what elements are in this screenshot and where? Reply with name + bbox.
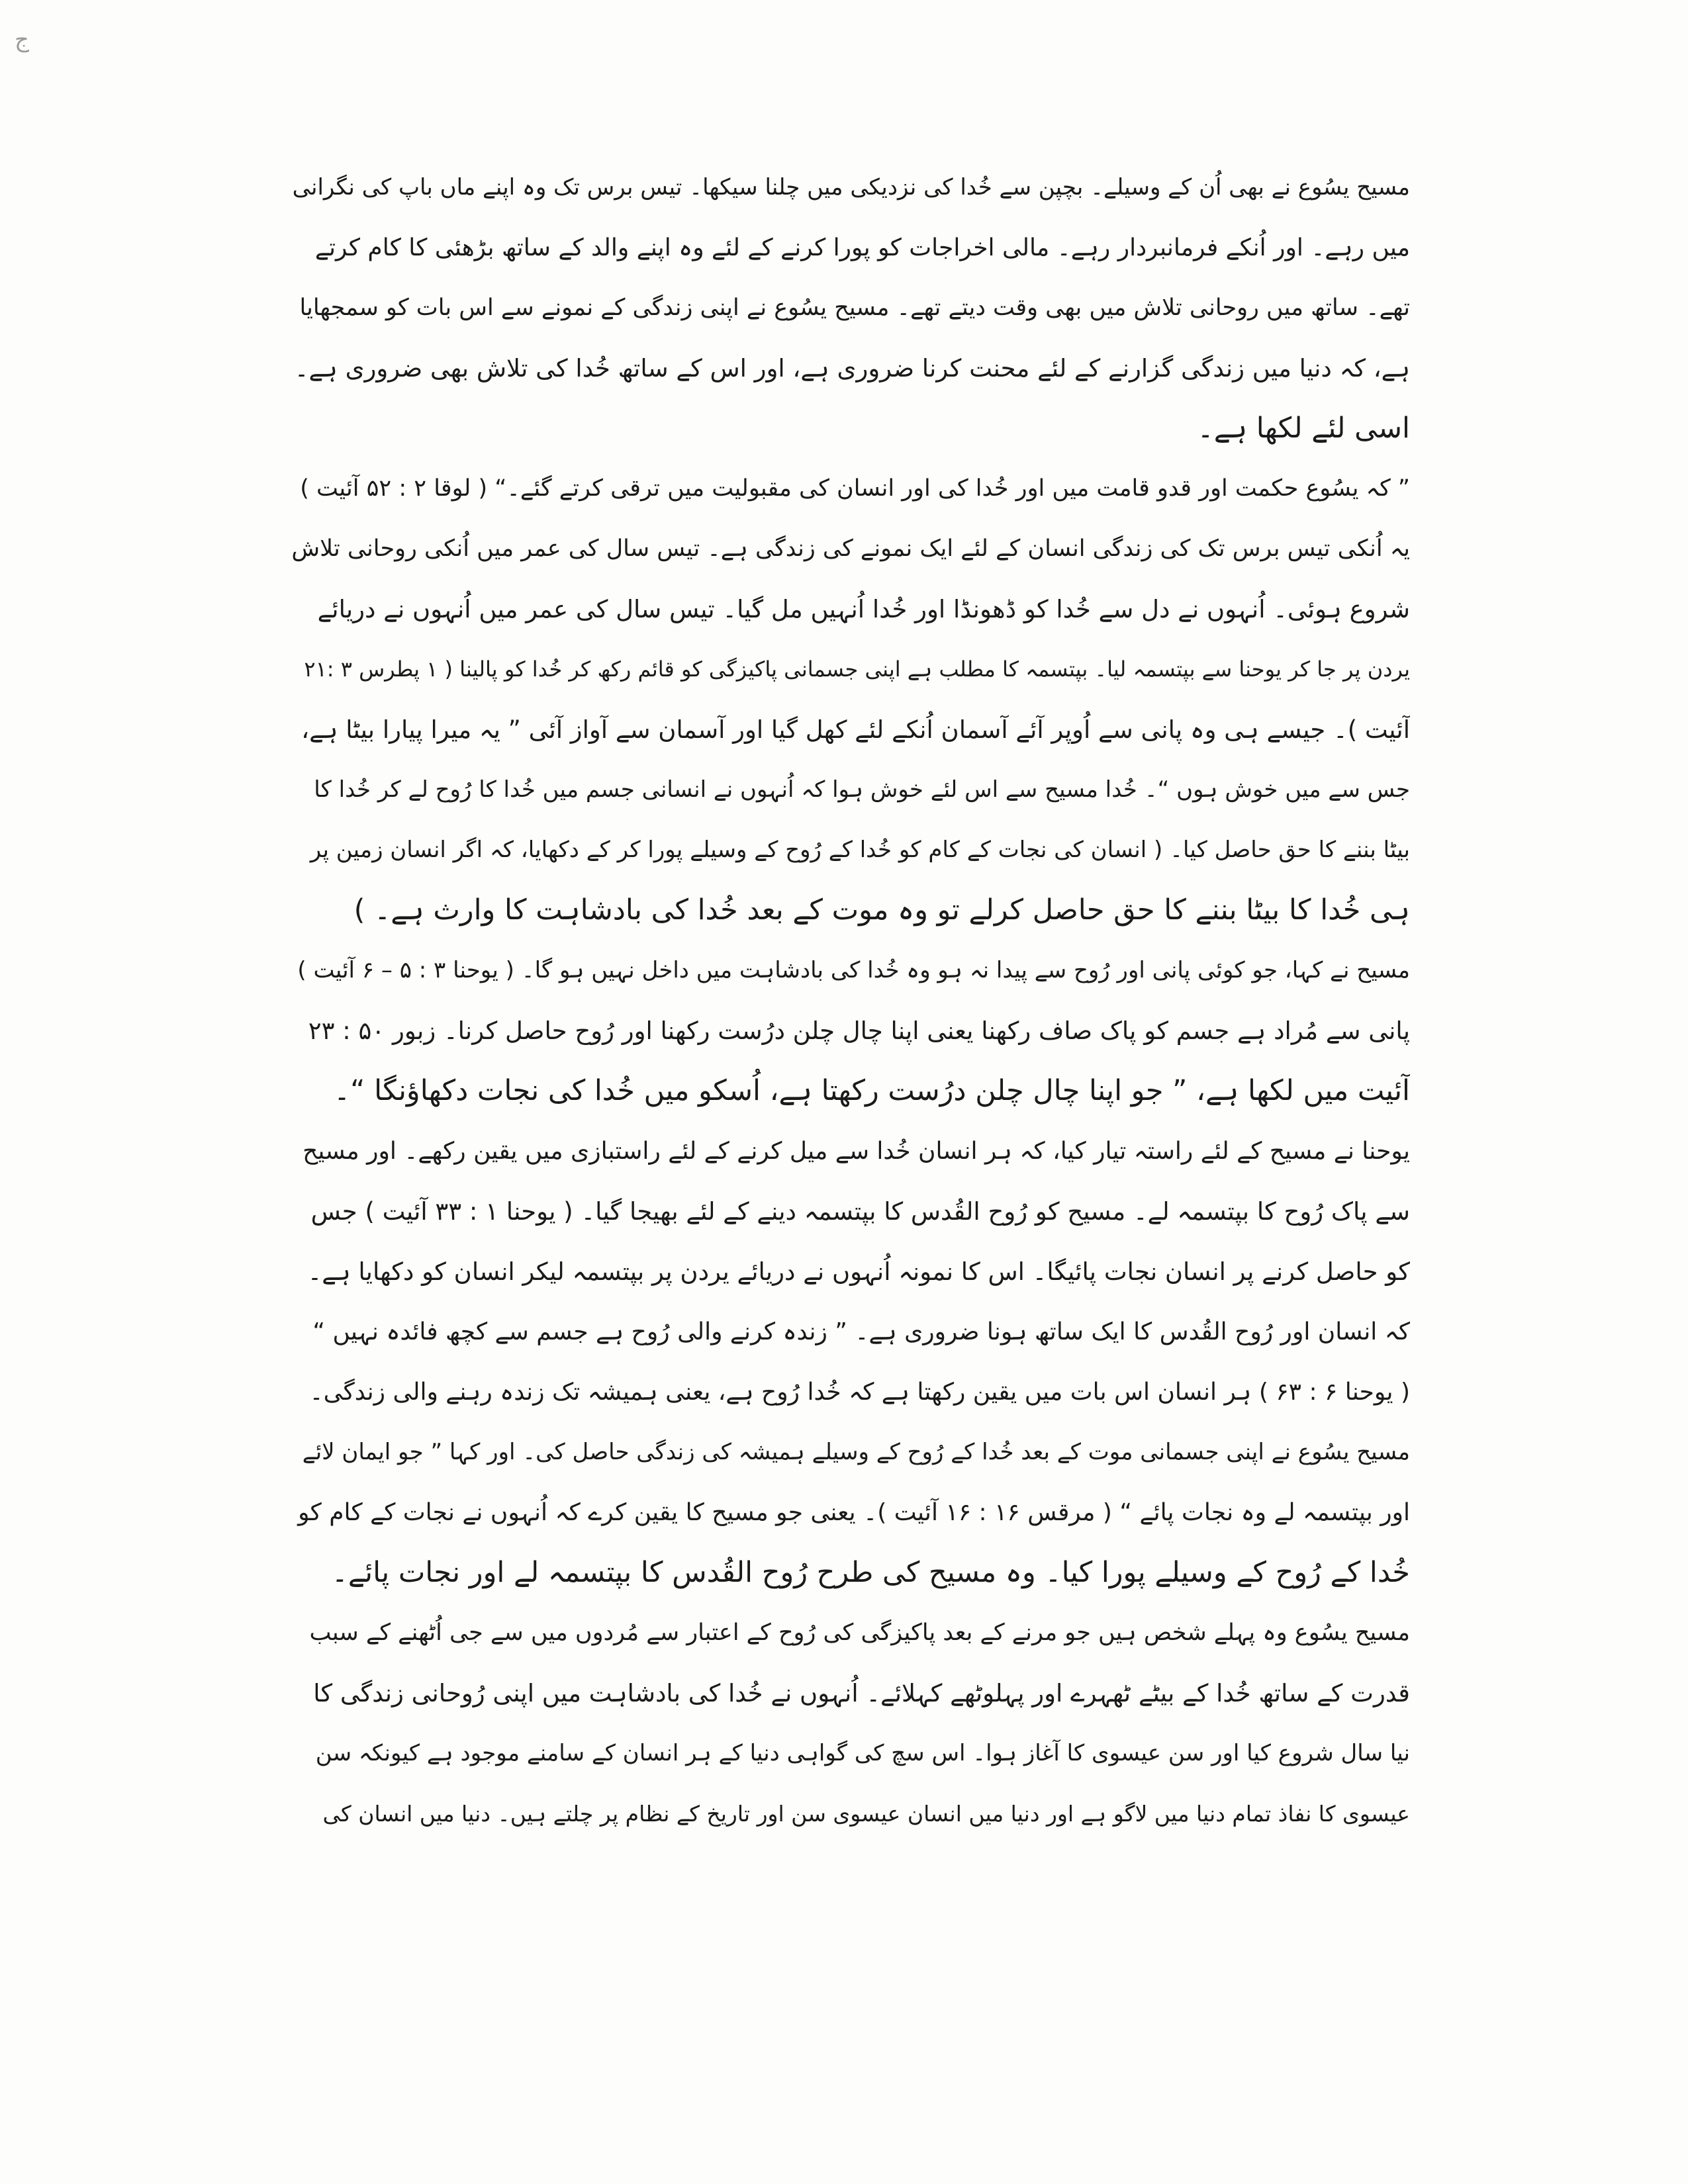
text-line: یہ اُنکی تیس برس تک کی زندگی انسان کے لئے ایک نمونے کی زندگی ہے۔ تیس سال کی عمر میں اُنکی روحانی تلاش	[291, 535, 1410, 562]
text-line: جس سے میں خوش ہوں “۔ خُدا مسیح سے اس لئے خوش ہوا کہ اُنہوں نے انسانی جسم میں خُدا کا رُوح لے کر خُدا کا	[314, 776, 1410, 803]
text-line: ہے، کہ دنیا میں زندگی گزارنے کے لئے محنت کرنا ضروری ہے، اور اس کے ساتھ خُدا کی تلاش بھی ضروری ہے۔	[294, 354, 1410, 383]
text-line: شروع ہوئی۔ اُنہوں نے دل سے خُدا کو ڈھونڈا اور خُدا اُنہیں مل گیا۔ تیس سال کی عمر میں اُنہوں نے دریائے	[317, 595, 1410, 623]
text-line: قدرت کے ساتھ خُدا کے بیٹے ٹھہرے اور پہلوٹھے کہلائے۔ اُنہوں نے خُدا کی بادشاہت میں اپنی رُوحانی زندگی کا	[313, 1679, 1410, 1707]
text-line: اسی لئے لکھا ہے۔	[1197, 412, 1410, 445]
text-line: اور بپتسمہ لے وہ نجات پائے “ ( مرقس ۱۶ : ۱۶ آئیت )۔ یعنی جو مسیح کا یقین کرے کہ اُنہوں نے نجات کے کام کو	[298, 1499, 1410, 1526]
text-line: مسیح یسُوع وہ پہلے شخص ہیں جو مرنے کے بعد پاکیزگی کی رُوح کے اعتبار سے مُردوں میں سے جی اُٹھنے کے سبب	[309, 1619, 1410, 1646]
text-line: ہی خُدا کا بیٹا بننے کا حق حاصل کرلے تو وہ موت کے بعد خُدا کی بادشاہت کا وارث ہے۔ )	[353, 893, 1410, 927]
text-line: میں رہے۔ اور اُنکے فرمانبردار رہے۔ مالی اخراجات کو پورا کرنے کے لئے وہ اپنے والد کے ساتھ بڑھئی کا کام کرتے	[314, 234, 1410, 261]
text-line: یوحنا نے مسیح کے لئے راستہ تیار کیا، کہ ہر انسان خُدا سے میل کرنے کے لئے راستبازی میں یقین رکھے۔ اور مسیح	[303, 1138, 1410, 1165]
text-line: مسیح نے کہا، جو کوئی پانی اور رُوح سے پیدا نہ ہو وہ خُدا کی بادشاہت میں داخل نہیں ہو گا۔ ( یوحنا ۳ : ۵ – ۶ آئیت )	[297, 957, 1410, 983]
text-line: مسیح یسُوع نے اپنی جسمانی موت کے بعد خُدا کے رُوح کے وسیلے ہمیشہ کی زندگی حاصل کی۔ اور کہا ” جو ایمان لائے	[302, 1439, 1410, 1465]
text-line: بیٹا بننے کا حق حاصل کیا۔ ( انسان کی نجات کے کام کو خُدا کے رُوح کے وسیلے پورا کر کے دکھایا، کہ اگر انسان زمین پر	[310, 837, 1410, 863]
text-line: یردن پر جا کر یوحنا سے بپتسمہ لیا۔ بپتسمہ کا مطلب ہے اپنی جسمانی پاکیزگی کو قائم رکھ کر خُدا کو پالینا ( ۱ پطرس ۳ :۲۱	[304, 657, 1410, 682]
text-line: خُدا کے رُوح کے وسیلے پورا کیا۔ وہ مسیح کی طرح رُوح القُدس کا بپتسمہ لے اور نجات پائے۔	[331, 1556, 1410, 1589]
text-line: کہ انسان اور رُوح القُدس کا ایک ساتھ ہونا ضروری ہے۔ ” زندہ کرنے والی رُوح ہے جسم سے کچھ فائدہ نہیں “	[312, 1318, 1410, 1345]
text-line: پانی سے مُراد ہے جسم کو پاک صاف رکھنا یعنی اپنا چال چلن درُست رکھنا اور رُوح حاصل کرنا۔ زبور ۵۰ : ۲۳	[308, 1017, 1410, 1045]
text-line: سے پاک رُوح کا بپتسمہ لے۔ مسیح کو رُوح القُدس کا بپتسمہ دینے کے لئے بھیجا گیا۔ ( یوحنا ۱ : ۳۳ آئیت ) جس	[310, 1197, 1410, 1226]
text-line: ” کہ یسُوع حکمت اور قدو قامت میں اور خُدا کی اور انسان کی مقبولیت میں ترقی کرتے گئے۔“ ( لوقا ۲ : ۵۲ آئیت )	[300, 475, 1410, 502]
corner-mark: ج	[15, 26, 29, 53]
text-line: مسیح یسُوع نے بھی اُن کے وسیلے۔ بچپن سے خُدا کی نزدیکی میں چلنا سیکھا۔ تیس برس تک وہ اپنے ماں باپ کی نگرانی	[292, 174, 1410, 201]
text-line: ( یوحنا ۶ : ۶۳ ) ہر انسان اس بات میں یقین رکھتا ہے کہ خُدا رُوح ہے، یعنی ہمیشہ تک زندہ رہنے والی زندگی۔	[309, 1379, 1410, 1406]
text-line: عیسوی کا نفاذ تمام دنیا میں لاگو ہے اور دنیا میں انسان عیسوی سن اور تاریخ کے نظام پر چلتے ہیں۔ دنیا میں انسان کی	[322, 1801, 1410, 1827]
urdu-text-block	[291, 158, 1410, 1844]
text-line: تھے۔ ساتھ میں روحانی تلاش میں بھی وقت دیتے تھے۔ مسیح یسُوع نے اپنی زندگی کے نمونے سے اس بات کو سمجھایا	[299, 295, 1410, 321]
text-line: کو حاصل کرنے پر انسان نجات پائیگا۔ اس کا نمونہ اُنہوں نے دریائے یردن پر بپتسمہ لیکر انسان کو دکھایا ہے۔	[307, 1257, 1410, 1286]
text-line: نیا سال شروع کیا اور سن عیسوی کا آغاز ہوا۔ اس سچ کی گواہی دنیا کے ہر انسان کے سامنے موجود ہے کیونکہ سن	[315, 1740, 1410, 1766]
text-line: آئیت میں لکھا ہے، ” جو اپنا چال چلن درُست رکھتا ہے، اُسکو میں خُدا کی نجات دکھاؤنگا “۔	[333, 1074, 1410, 1107]
text-line: آئیت )۔ جیسے ہی وہ پانی سے اُوپر آئے آسمان اُنکے لئے کھل گیا اور آسمان سے آواز آئی ” یہ میرا پیارا بیٹا ہے،	[301, 715, 1410, 744]
